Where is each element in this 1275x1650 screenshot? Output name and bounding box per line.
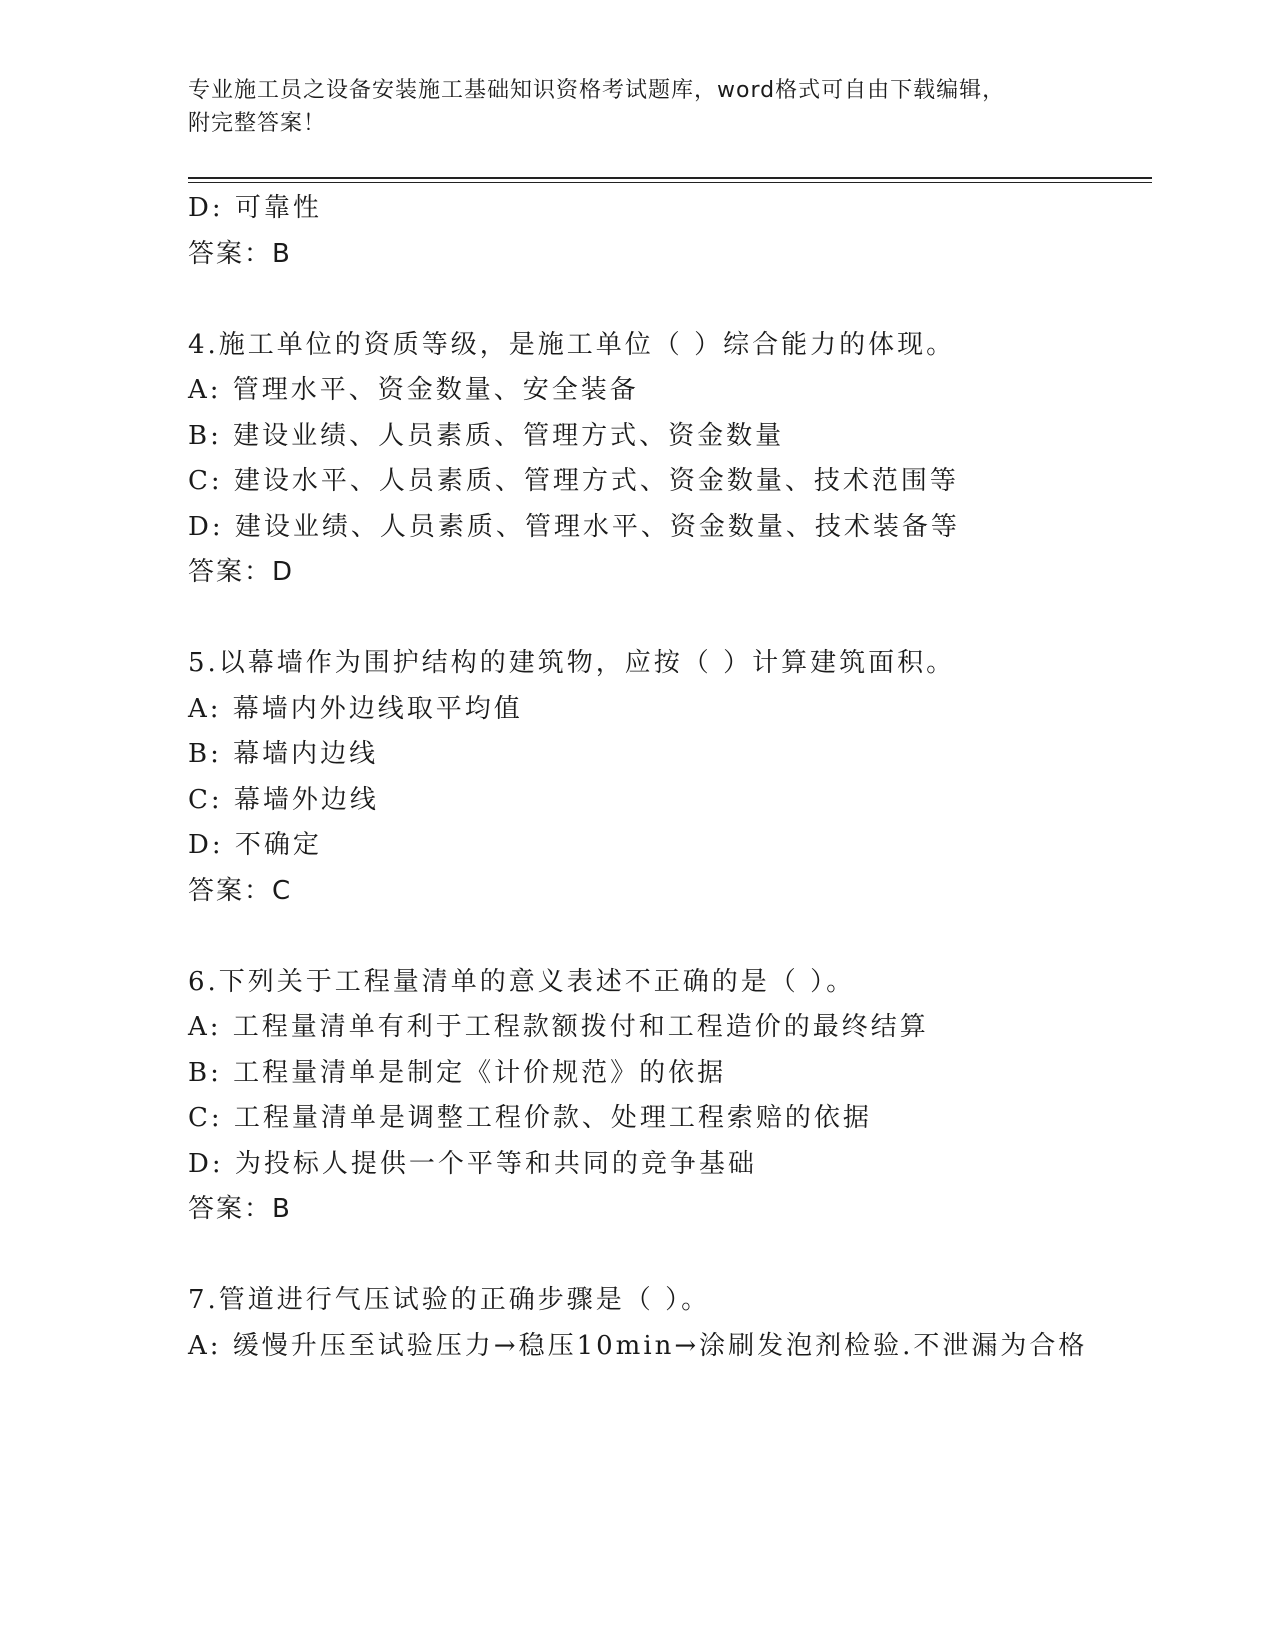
header-line-1: 专业施工员之设备安装施工基础知识资格考试题库，word格式可自由下载编辑， xyxy=(188,78,1006,103)
answer-line: 答案：C xyxy=(188,875,293,906)
option-b: B: 建设业绩、人员素质、管理方式、资金数量 xyxy=(188,420,785,451)
spacer xyxy=(188,277,1152,323)
option-d: D: 不确定 xyxy=(188,830,322,860)
option-a: A: 幕墙内外边线取平均值 xyxy=(188,693,523,724)
question-list xyxy=(188,186,1152,1369)
option-a: A: 管理水平、资金数量、安全装备 xyxy=(188,375,639,405)
header-line-2: 附完整答案！ xyxy=(188,111,327,136)
spacer xyxy=(188,914,1152,960)
option-d: D: 为投标人提供一个平等和共同的竞争基础 xyxy=(188,1148,757,1179)
question-block xyxy=(188,323,1152,596)
question-stem: 7.管道进行气压试验的正确步骤是（ ）。 xyxy=(188,1285,711,1315)
option-b: B: 幕墙内边线 xyxy=(188,739,379,769)
option-c: C: 幕墙外边线 xyxy=(188,784,379,815)
question-block xyxy=(188,960,1152,1233)
question-stem: 4.施工单位的资质等级，是施工单位（ ）综合能力的体现。 xyxy=(188,329,956,360)
spacer xyxy=(188,1233,1152,1279)
spacer xyxy=(188,596,1152,642)
answer-line: 答案：D xyxy=(188,557,295,587)
question-block xyxy=(188,1278,1152,1369)
option-a: A: 缓慢升压至试验压力→稳压10min→涂刷发泡剂检验.不泄漏为合格 xyxy=(188,1330,1088,1361)
header-rule-thin xyxy=(188,182,1152,183)
document-header xyxy=(188,74,1068,140)
option-c: C: 工程量清单是调整工程价款、处理工程索赔的依据 xyxy=(188,1103,872,1133)
header-rule-thick xyxy=(188,177,1152,179)
option-c: C: 建设水平、人员素质、管理方式、资金数量、技术范围等 xyxy=(188,466,959,496)
question-block xyxy=(188,641,1152,914)
option-d: D: 建设业绩、人员素质、管理水平、资金数量、技术装备等 xyxy=(188,511,960,542)
option-a: A: 工程量清单有利于工程款额拨付和工程造价的最终结算 xyxy=(188,1012,929,1042)
option-b: B: 工程量清单是制定《计价规范》的依据 xyxy=(188,1057,727,1088)
option-d: D: 可靠性 xyxy=(188,193,322,223)
question-stem: 6.下列关于工程量清单的意义表述不正确的是（ ）。 xyxy=(188,966,856,997)
answer-line: 答案：B xyxy=(188,1194,292,1224)
answer-line: 答案：B xyxy=(188,238,292,269)
question-stem: 5.以幕墙作为围护结构的建筑物，应按（ ）计算建筑面积。 xyxy=(188,648,956,678)
